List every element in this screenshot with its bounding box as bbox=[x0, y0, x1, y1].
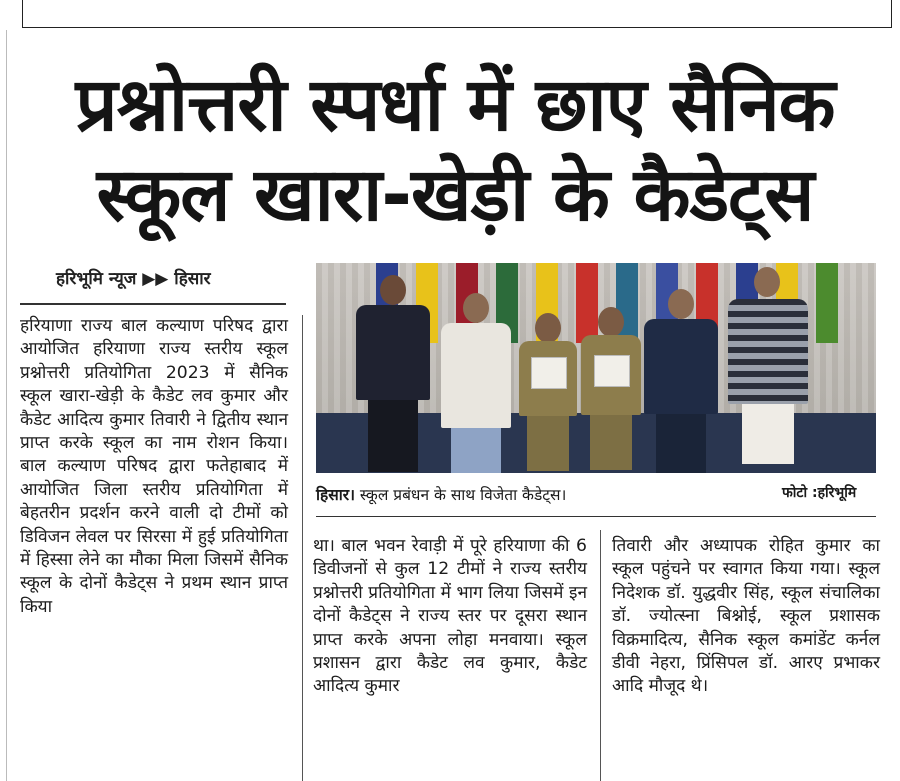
column-divider-1 bbox=[302, 315, 303, 781]
headline-line-2: स्कूल खारा-खेड़ी के कैडेट्स bbox=[96, 152, 814, 238]
photo-flag bbox=[816, 263, 838, 343]
caption-text: स्कूल प्रबंधन के साथ विजेता कैडेट्स। bbox=[354, 486, 567, 504]
headline bbox=[12, 60, 898, 240]
photo-credit: फोटो :हरिभूमि bbox=[782, 485, 857, 501]
previous-article-box bbox=[22, 0, 892, 28]
photo-flag bbox=[576, 263, 598, 343]
caption-rule bbox=[316, 516, 876, 517]
article-column-2: था। बाल भवन रेवाड़ी में पूरे हरियाणा की 6 डिवीजनों से कुल 12 टीमों ने राज्य स्तरीय प्रश्नोत्तरी प्रतियोगिता में भाग लिया जिसमें इन दोनों कैडेट्स ने राज्य स्तर पर दूसरा स्थान प्राप्त करके अपना लोहा मनवाया। स्कूल प्रशासन द्वारा कैडेट लव कुमार, कैडेट आदित्य कुमार bbox=[313, 536, 587, 697]
column-divider-2 bbox=[600, 530, 601, 781]
byline: हरिभूमि न्यूज ▶▶ हिसार bbox=[56, 269, 211, 289]
byline-rule bbox=[20, 303, 286, 305]
article-column-1: हरियाणा राज्य बाल कल्याण परिषद द्वारा आयोजित हरियाणा राज्य स्तरीय स्कूल प्रश्नोत्तरी प्रतियोगिता 2023 में सैनिक स्कूल खारा-खेड़ी के कैडेट लव कुमार और कैडेट आदित्य कुमार तिवारी ने द्वितीय स्थान प्राप्त करके स्कूल का नाम रोशन किया। बाल कल्याण परिषद द्वारा फतेहाबाद में आयोजित जिला स्तरीय प्रतियोगिता में बेहतरीन प्रदर्शन करने वाली दो टीमों को डिविजन लेवल पर सिरसा में हुई प्रतियोगिता में हिस्सा लेने का मौका मिला जिसमें सैनिक स्कूल के दोनों कैडेट्स ने प्रथम स्थान प्राप्त किया bbox=[20, 316, 288, 617]
news-photo bbox=[316, 263, 876, 473]
headline-line-1: प्रश्नोत्तरी स्पर्धा में छाए सैनिक bbox=[75, 62, 835, 148]
article-column-3: तिवारी और अध्यापक रोहित कुमार का स्कूल पहुंचने पर स्वागत किया गया। स्कूल निदेशक डॉ. युद्धवीर सिंह, स्कूल संचालिका डॉ. ज्योत्स्ना बिश्नोई, स्कूल प्रशासक विक्रमादित्य, सैनिक स्कूल कमांडेंट कर्नल डीवी नेहरा, प्रिंसिपल डॉ. आरए प्रभाकर आदि मौजूद थे। bbox=[612, 536, 880, 697]
photo-caption bbox=[316, 483, 566, 505]
caption-place: हिसार। bbox=[316, 486, 355, 504]
page-edge-rule bbox=[6, 30, 7, 781]
